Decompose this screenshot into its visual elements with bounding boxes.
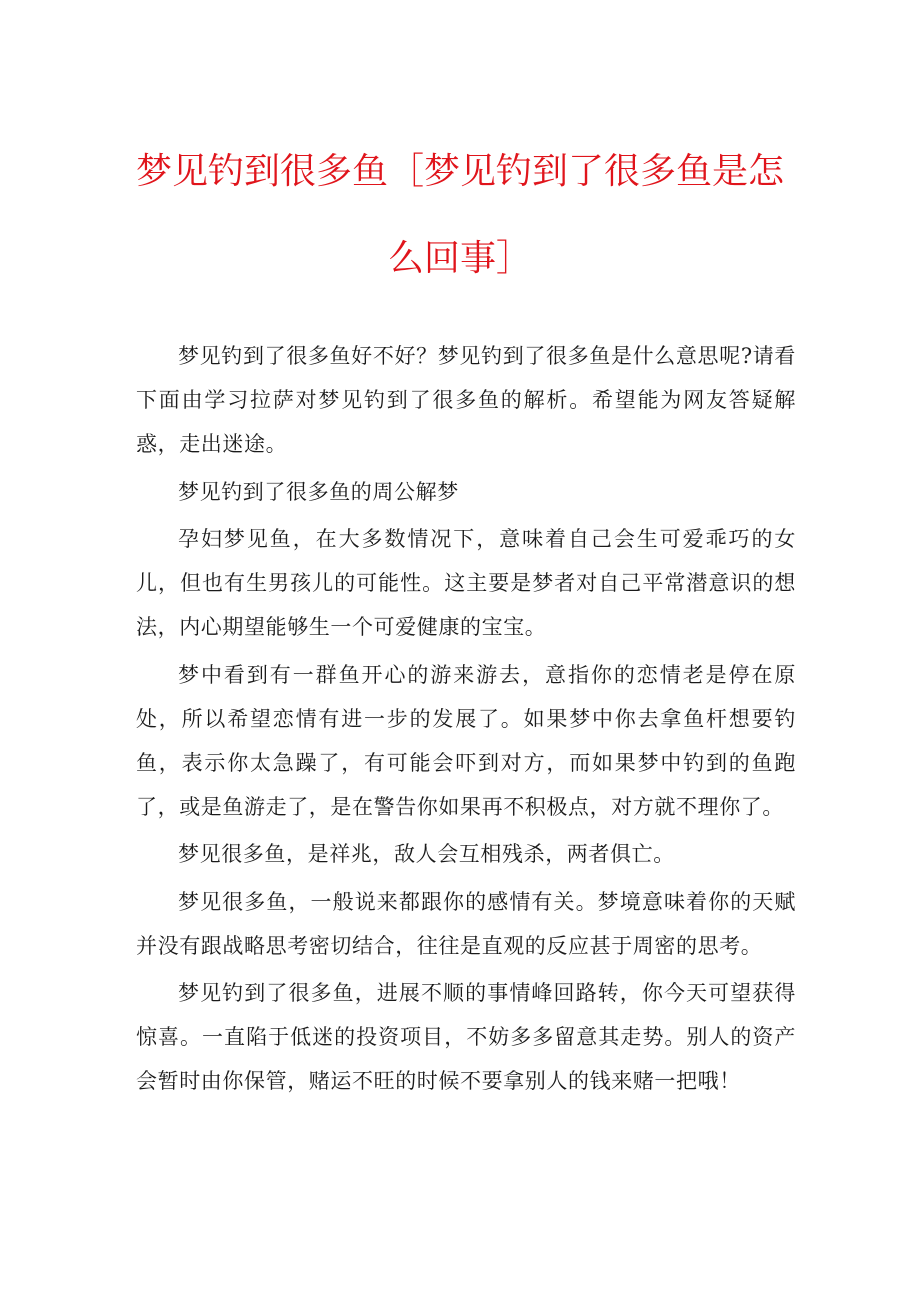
document-title: 梦见钓到很多鱼［梦见钓到了很多鱼是怎么回事］ (135, 151, 784, 279)
paragraph: 梦见很多鱼，一般说来都跟你的感情有关。梦境意味着你的天赋并没有跟战略思考密切结合，往往是直观的反应甚于周密的思考。 (136, 889, 796, 958)
paragraph: 孕妇梦见鱼，在大多数情况下，意味着自己会生可爱乖巧的女儿，但也有生男孩儿的可能性。这主要是梦者对自己平常潜意识的想法，内心期望能够生一个可爱健康的宝宝。 (136, 527, 796, 639)
paragraph: 梦见钓到了很多鱼，进展不顺的事情峰回路转，你今天可望获得惊喜。一直陷于低迷的投资项目，不妨多多留意其走势。别人的资产会暂时由你保管，赌运不旺的时候不要拿别人的钱来赌一把哦！ (136, 981, 796, 1093)
paragraph: 梦见钓到了很多鱼好不好？梦见钓到了很多鱼是什么意思呢?请看下面由学习拉萨对梦见钓到了很多鱼的解析。希望能为网友答疑解惑，走出迷途。 (136, 344, 796, 456)
paragraph: 梦见很多鱼，是祥兆，敌人会互相残杀，两者俱亡。 (178, 842, 675, 866)
document-body (136, 334, 796, 1107)
paragraph: 梦中看到有一群鱼开心的游来游去，意指你的恋情老是停在原处，所以希望恋情有进一步的发展了。如果梦中你去拿鱼杆想要钓鱼，表示你太急躁了，有可能会吓到对方，而如果梦中钓到的鱼跑了，或是鱼游走了，是在警告你如果再不积极点，对方就不理你了。 (136, 662, 796, 819)
section-heading: 梦见钓到了很多鱼的周公解梦 (178, 479, 459, 504)
